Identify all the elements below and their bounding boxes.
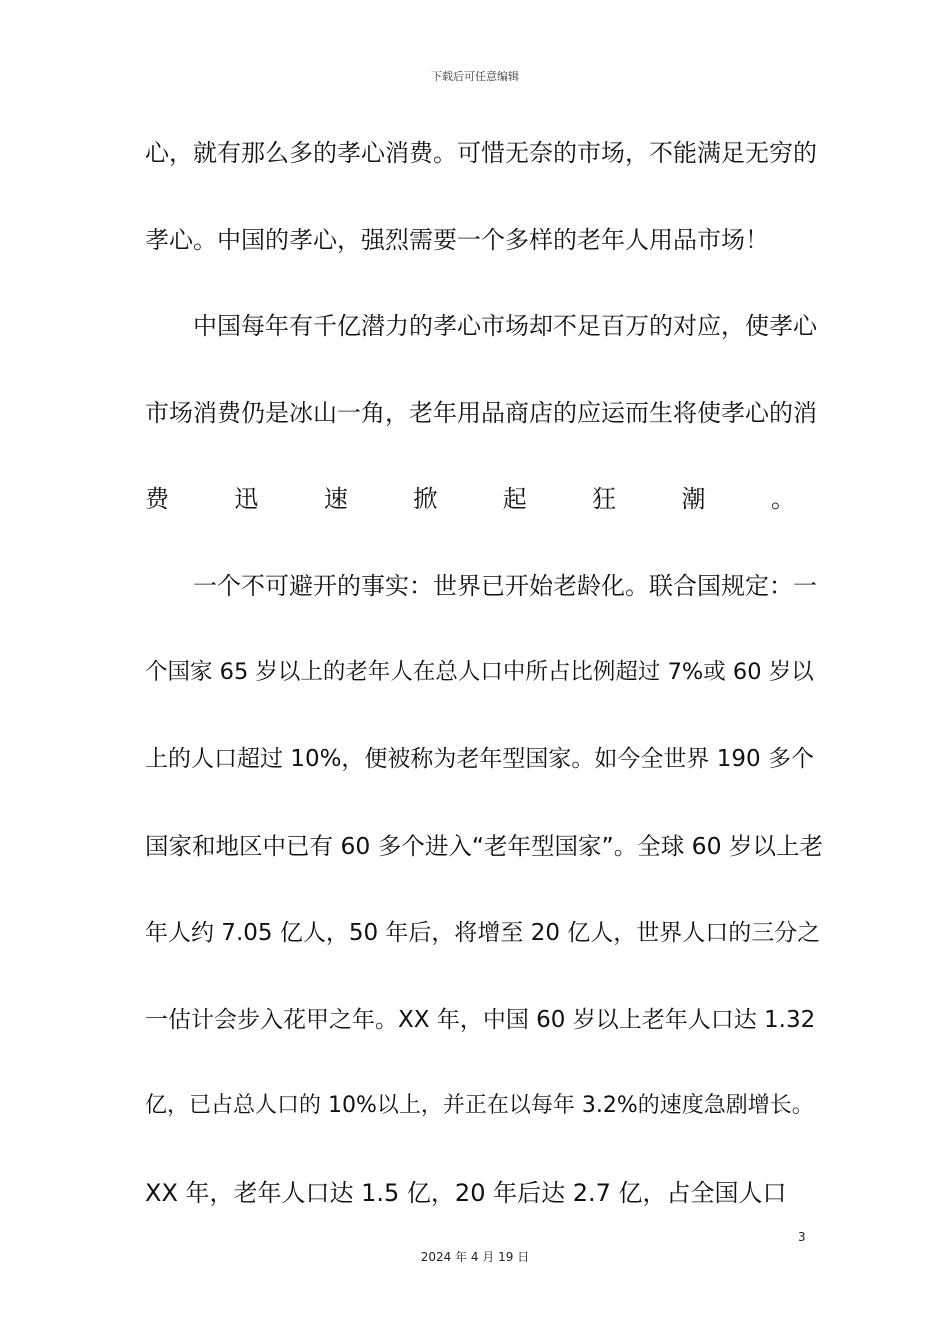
text-line: 上的人口超过 10%，便被称为老年型国家。如今全世界 190 多个 [145,746,814,772]
footer-date: 2024 年 4 月 19 日 [420,1250,530,1264]
spread-char: 狂 [592,485,617,513]
text-line: 市场消费仍是冰山一角，老年用品商店的应运而生将使孝心的消 [145,399,817,427]
justified-line [145,484,795,514]
paragraph-start-line: 中国每年有千亿潜力的孝心市场却不足百万的对应，使孝心 [193,312,817,340]
text-line: 国家和地区中已有 60 多个进入“老年型国家”。全球 60 岁以上老 [145,832,824,860]
text-line: XX 年，老年人口达 1.5 亿，20 年后达 2.7 亿，占全国人口 [145,1179,787,1207]
text-line: 一估计会步入花甲之年。XX 年，中国 60 岁以上老年人口达 1.32 [145,1007,816,1033]
text-line: 年人约 7.05 亿人，50 年后，将增至 20 亿人，世界人口的三分之 [145,920,821,946]
text-line: 心，就有那么多的孝心消费。可惜无奈的市场，不能满足无穷的 [145,139,817,167]
spread-char: 掀 [413,485,438,513]
spread-char: 起 [502,485,527,513]
paragraph-start-line: 一个不可避开的事实：世界已开始老龄化。联合国规定：一 [193,572,817,600]
spread-char: 迅 [234,485,259,513]
spread-char: 速 [323,485,348,513]
text-line: 个国家 65 岁以上的老年人在总人口中所占比例超过 7%或 60 岁以 [145,659,814,685]
page-header: 下载后可任意编辑 [431,70,519,83]
text-line: 孝心。中国的孝心，强烈需要一个多样的老年人用品市场！ [145,226,769,254]
spread-char: 费 [145,485,169,513]
spread-char: 潮 [681,485,706,513]
spread-char: 。 [770,485,795,513]
text-line: 亿，已占总人口的 10%以上，并正在以每年 3.2%的速度急剧增长。 [145,1093,814,1118]
page-number: 3 [798,1230,806,1244]
